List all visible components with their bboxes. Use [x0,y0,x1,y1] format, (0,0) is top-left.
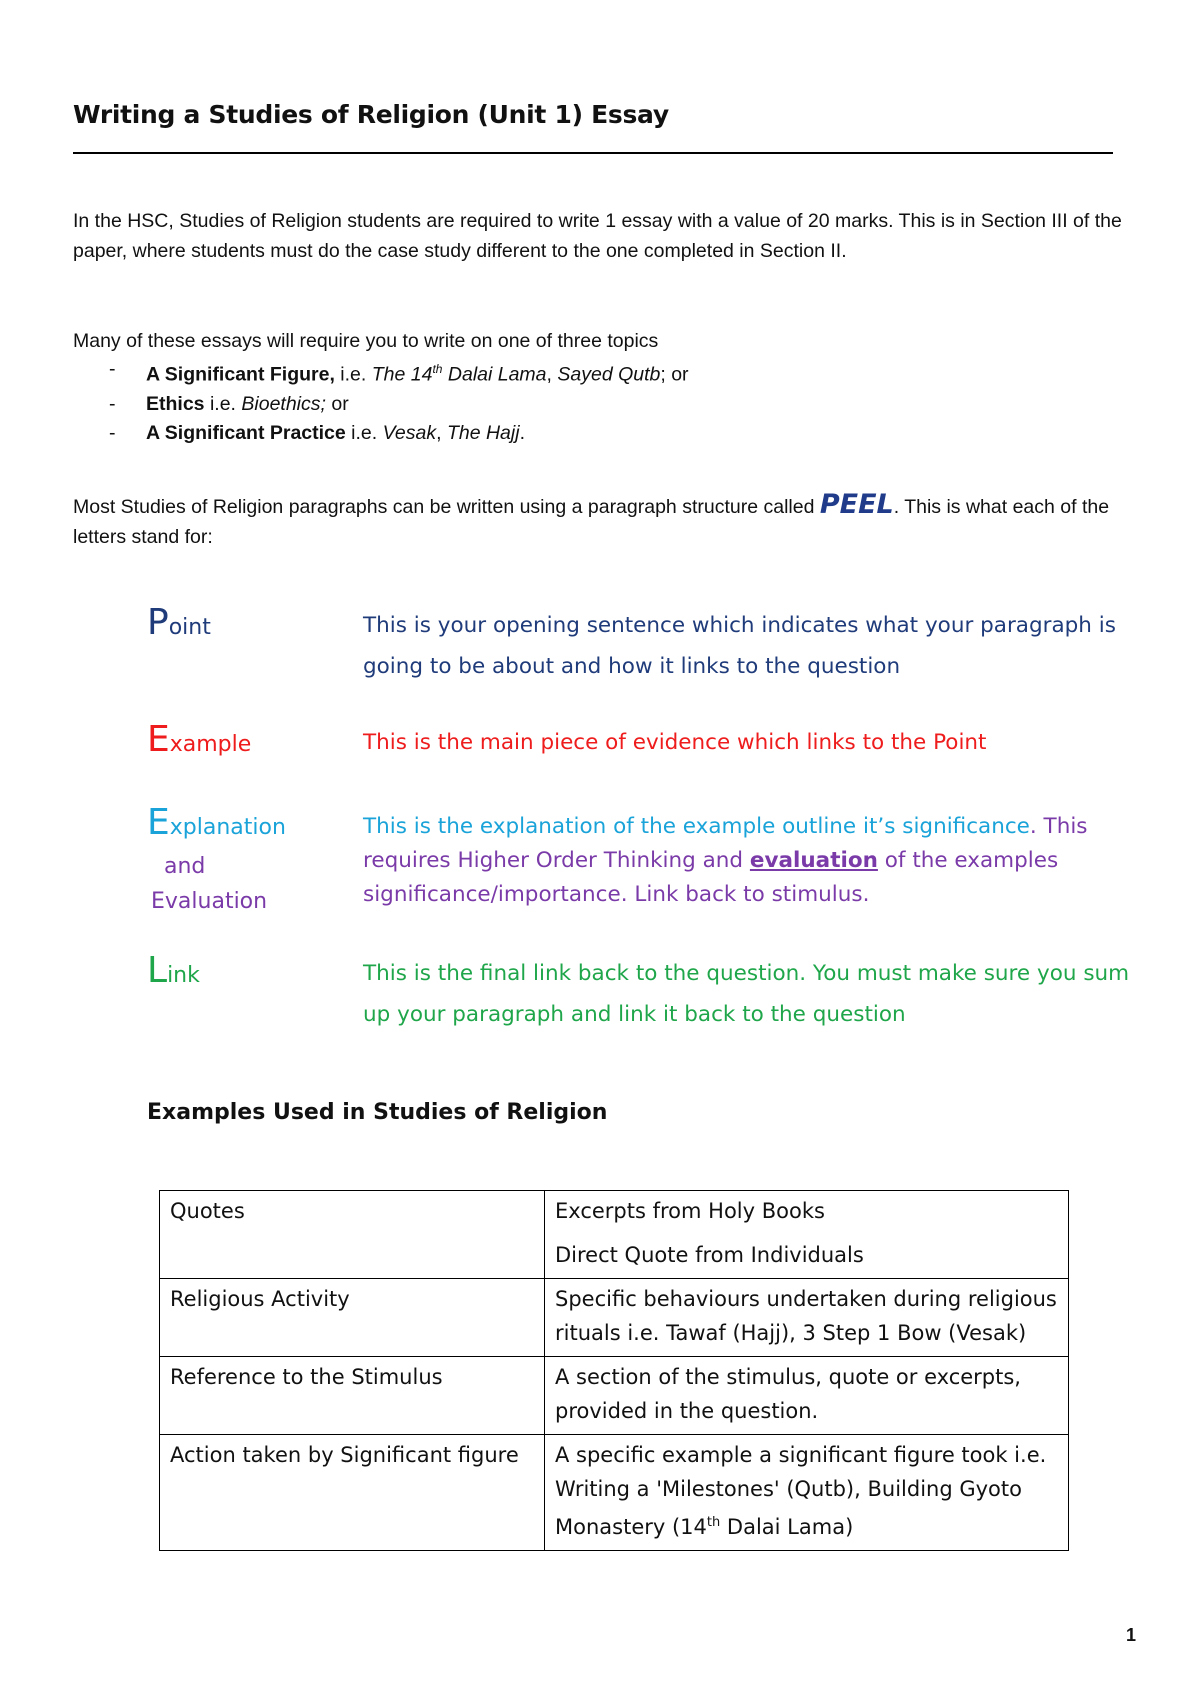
evaluation-emphasis: evaluation [749,848,878,873]
table-cell-description: Excerpts from Holy Books Direct Quote from Individuals [545,1191,1069,1279]
table-row [160,1279,1069,1357]
peel-intro-paragraph: Most Studies of Religion paragraphs can be written using a paragraph structure called PEEL. This is what each of the letters stand for: [73,489,1110,548]
topic-item-ethics: - Ethics i.e. Bioethics; or [109,392,349,415]
document-title: Writing a Studies of Religion (Unit 1) Essay [73,100,669,129]
table-cell-type: Quotes [160,1191,545,1279]
peel-term-point: Point [147,602,211,643]
topics-intro: Many of these essays will require you to write on one of three topics [73,330,659,352]
peel-acronym: PEEL [819,489,894,520]
table-cell-description: A specific example a significant figure took i.e. Writing a 'Milestones' (Qutb), Building Gyoto Monastery (14th Dalai Lama) [545,1435,1069,1551]
peel-desc-example: This is the main piece of evidence which links to the Point [363,730,987,755]
peel-term-evaluation: Evaluation [151,889,268,914]
peel-term-link: Link [147,950,200,991]
table-row [160,1357,1069,1435]
peel-desc-link: This is the final link back to the question. You must make sure you sum up your paragraph and link it back to the question [363,961,1130,1027]
peel-term-and: and [164,854,206,879]
title-underline-rule [73,152,1113,154]
peel-desc-explanation: This is the explanation of the example outline it’s significance. This requires Higher Order Thinking and evaluation of the examples significance/importance. Link back to stimulus. [363,814,1088,907]
topics-list [73,355,689,448]
table-cell-type: Reference to the Stimulus [160,1357,545,1435]
table-row [160,1435,1069,1551]
table-cell-description: A section of the stimulus, quote or excerpts, provided in the question. [545,1357,1069,1435]
intro-paragraph: In the HSC, Studies of Religion students are required to write 1 essay with a value of 20 marks. This is in Section III of the paper, where students must do the case study different to the one completed in Section II. [73,210,1122,262]
table-cell-description: Specific behaviours undertaken during religious rituals i.e. Tawaf (Hajj), 3 Step 1 Bow (Vesak) [545,1279,1069,1357]
peel-desc-point: This is your opening sentence which indicates what your paragraph is going to be about and how it links to the question [363,613,1116,679]
table-row [160,1191,1069,1279]
topic-item-significant-figure: - A Significant Figure, i.e. The 14th Dalai Lama, Sayed Qutb; or [109,358,689,386]
topic-item-significant-practice: - A Significant Practice i.e. Vesak, The Hajj. [109,421,525,444]
page-number: 1 [1126,1625,1137,1645]
examples-heading: Examples Used in Studies of Religion [147,1100,608,1125]
table-cell-type: Action taken by Significant figure [160,1435,545,1551]
peel-term-example: Example [147,719,252,760]
peel-term-explanation: Explanation [147,802,286,843]
table-cell-type: Religious Activity [160,1279,545,1357]
examples-table [159,1190,1069,1551]
